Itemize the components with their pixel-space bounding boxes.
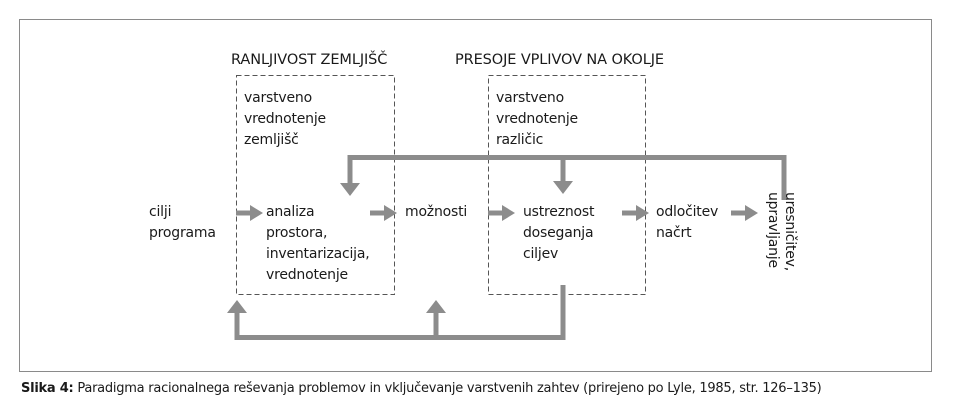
arrow-adequacy-to-decision [622, 205, 649, 221]
adequacy-line-2: doseganja [523, 225, 594, 241]
heading-environmental-assessment: PRESOJE VPLIVOV NA OKOLJE [455, 52, 664, 68]
bottom-feedback-line [237, 285, 563, 338]
land-box-line-1: varstveno [244, 90, 312, 106]
top-feedback-line [350, 158, 784, 201]
assessment-box-line-1: varstveno [496, 90, 564, 106]
caption-label: Slika 4: [21, 381, 74, 396]
adequacy-line-1: ustreznost [523, 204, 595, 220]
arrow-analysis-to-options [370, 205, 397, 221]
implementation-line-2: upravljanje [765, 192, 781, 268]
adequacy-line-3: ciljev [523, 246, 559, 262]
arrow-goals-to-analysis [236, 205, 263, 221]
caption-text: Paradigma racionalnega reševanja problemov in vključevanje varstvenih zahtev (prirejeno po Lyle, 1985, str. 126–135) [73, 381, 822, 396]
decision-line-1: odločitev [656, 204, 719, 220]
implementation-label [765, 192, 802, 292]
arrow-decision-to-implementation [731, 205, 758, 221]
implementation-line-1: uresničitev, [782, 192, 798, 272]
top-feedback-arrowhead-adequacy [553, 181, 573, 194]
analysis-line-3: inventarizacija, [266, 246, 370, 262]
bottom-feedback-arrowhead-options [426, 300, 446, 313]
options-label: možnosti [405, 204, 468, 220]
heading-land-vulnerability: RANLJIVOST ZEMLJIŠČ [231, 52, 388, 68]
land-box-line-2: vrednotenje [244, 111, 326, 127]
arrow-options-to-adequacy [488, 205, 515, 221]
analysis-line-1: analiza [266, 204, 315, 220]
analysis-line-4: vrednotenje [266, 267, 348, 283]
assessment-box-line-3: različic [496, 132, 544, 148]
goals-line-1: cilji [149, 204, 172, 220]
goals-line-2: programa [149, 225, 216, 241]
figure-caption [21, 380, 821, 398]
land-box-line-3: zemljišč [244, 132, 299, 148]
top-feedback-arrowhead-analysis [340, 183, 360, 196]
decision-line-2: načrt [656, 225, 692, 241]
analysis-line-2: prostora, [266, 225, 328, 241]
assessment-box-line-2: vrednotenje [496, 111, 578, 127]
bottom-feedback-arrowhead-analysis [227, 300, 247, 313]
